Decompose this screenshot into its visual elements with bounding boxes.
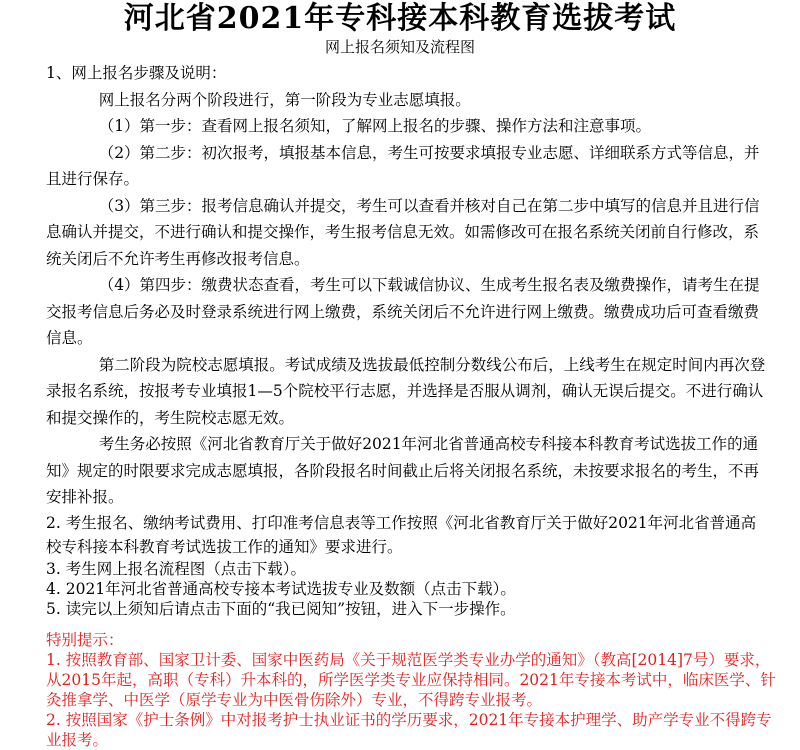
notice-item-2: 2. 按照国家《护士条例》中对报考护士执业证书的学历要求，2021年专接本护理学、助产学专业不得跨专业报考。	[46, 711, 772, 749]
page-subtitle: 网上报名须知及流程图	[324, 38, 475, 56]
flowchart-download-anchor[interactable]: 3. 考生网上报名流程图（点击下载）。	[46, 559, 306, 578]
notice-item-1: 1. 按照教育部、国家卫计委、国家中医药局《关于规范医学类专业办学的通知》（教高[2014]7号）要求，从2015年起，高职（专科）升本科的，所学医学类专业应保持相同。2021年专接本考试中，临床医学、针灸推拿学、中医学（原学专业为中医骨伤除外）专业，不得跨专业报考。	[46, 651, 776, 709]
majors-quota-download-anchor[interactable]: 4. 2021年河北省普通高校专接本考试选拔专业及数额（点击下载）。	[46, 579, 516, 598]
flowchart-download-link[interactable]	[46, 559, 771, 579]
step-3-text: （3）第三步：报考信息确认并提交，考生可以查看并核对自己在第二步中填写的信息并且进行信息确认并提交，不进行确认和提交操作，考生报考信息无效。如需修改可在报名系统关闭前自行修改，系统关闭后不允许考生再修改报考信息。	[46, 196, 760, 268]
section-1-heading: 1、网上报名步骤及说明：	[46, 64, 227, 82]
special-notice	[46, 630, 776, 750]
step-4-text: （4）第四步：缴费状态查看，考生可以下载诚信协议、生成考生报名表及缴费操作，请考生在提交报考信息后务必及时登录系统进行网上缴费，系统关闭后不允许进行网上缴费。缴费成功后可查看缴费信息。	[46, 276, 760, 347]
item-2-text: 2. 考生报名、缴纳考试费用、打印准考信息表等工作按照《河北省教育厅关于做好2021年河北省普通高校专科接本科教育考试选拔工作的通知》要求进行。	[46, 513, 757, 556]
notice-heading: 特别提示：	[46, 631, 124, 649]
step-1-text: （1）第一步：查看网上报名须知，了解网上报名的步骤、操作方法和注意事项。	[98, 117, 652, 135]
stage-2-text: 第二阶段为院校志愿填报。考试成绩及选拔最低控制分数线公布后，上线考生在规定时间内再次登录报名系统，按报考专业填报1—5个院校平行志愿，并选择是否服从调剂，确认无误后提交。不进行确认和提交操作的，考生院校志愿无效。	[46, 355, 766, 427]
deadline-text: 考生务必按照《河北省教育厅关于做好2021年河北省普通高校专科接本科教育考试选拔工作的通知》规定的时限要求完成志愿填报，各阶段报名时间截止后将关闭报名系统，未按要求报名的考生，不再安排补报。	[46, 435, 760, 506]
step-2-text: （2）第二步：初次报考，填报基本信息，考生可按要求填报专业志愿、详细联系方式等信息，并且进行保存。	[46, 143, 760, 188]
stage-1-intro: 网上报名分两个阶段进行，第一阶段为专业志愿填报。	[98, 90, 471, 109]
page-title: 河北省2021年专科接本科教育选拔考试	[123, 1, 677, 36]
instructions-body	[46, 60, 771, 619]
item-5-text: 5. 读完以上须知后请点击下面的“我已阅知”按钮，进入下一步操作。	[46, 599, 516, 618]
majors-quota-download-link[interactable]	[46, 579, 771, 599]
